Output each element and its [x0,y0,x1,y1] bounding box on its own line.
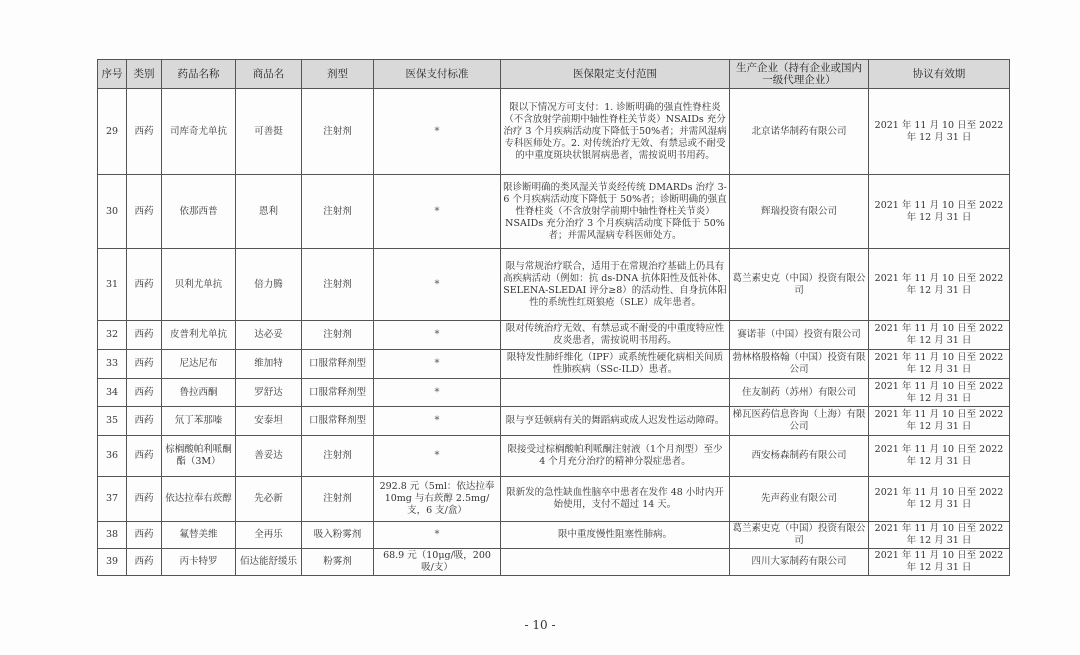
cell-brand-name: 全再乐 [236,522,302,549]
table-row [98,89,1010,175]
cell-dosage-form: 口服常释剂型 [302,407,374,436]
cell-generic-name: 依达拉奉右莰醇 [162,477,236,522]
cell-brand-name: 达必妥 [236,321,302,350]
cell-dosage-form: 注射剂 [302,175,374,249]
cell-brand-name: 安泰坦 [236,407,302,436]
cell-manufacturer: 辉瑞投资有限公司 [730,175,869,249]
cell-no: 32 [98,321,127,350]
cell-dosage-form: 口服常释剂型 [302,350,374,379]
cell-validity: 2021 年 11 月 10 日至 2022 年 12 月 31 日 [869,249,1010,321]
cell-manufacturer: 西安杨森制药有限公司 [730,436,869,477]
header-no: 序号 [98,60,127,89]
cell-payment-limit: 限接受过棕榈酸帕利哌酮注射液（1个月剂型）至少 4 个月充分治疗的精神分裂症患者。 [501,436,730,477]
cell-validity: 2021 年 11 月 10 日至 2022 年 12 月 31 日 [869,477,1010,522]
header-payment-limit: 医保限定支付范围 [501,60,730,89]
cell-category: 西药 [127,175,162,249]
cell-manufacturer: 葛兰素史克（中国）投资有限公司 [730,249,869,321]
cell-generic-name: 丙卡特罗 [162,549,236,576]
table-row [98,407,1010,436]
cell-category: 西药 [127,477,162,522]
cell-no: 36 [98,436,127,477]
table-row [98,350,1010,379]
cell-dosage-form: 注射剂 [302,477,374,522]
cell-no: 29 [98,89,127,175]
table-body [98,89,1010,576]
cell-payment-standard: * [374,436,501,477]
cell-dosage-form: 口服常释剂型 [302,379,374,407]
header-payment-standard: 医保支付标准 [374,60,501,89]
table-row [98,436,1010,477]
cell-validity: 2021 年 11 月 10 日至 2022 年 12 月 31 日 [869,89,1010,175]
cell-validity: 2021 年 11 月 10 日至 2022 年 12 月 31 日 [869,522,1010,549]
cell-payment-limit: 限以下情况方可支付：1. 诊断明确的强直性脊柱炎（不含放射学前期中轴性脊柱关节炎）NSAIDs 充分治疗 3 个月疾病活动度下降低于50%者；并需风湿病专科医师处方。2. 对传统治疗无效、有禁忌或不耐受的中重度斑块状银屑病患者，需按说明书用药。 [501,89,730,175]
cell-generic-name: 依那西普 [162,175,236,249]
cell-no: 35 [98,407,127,436]
cell-dosage-form: 粉雾剂 [302,549,374,576]
cell-payment-limit: 限诊断明确的类风湿关节炎经传统 DMARDs 治疗 3-6 个月疾病活动度下降低于 50%者；诊断明确的强直性脊柱炎（不含放射学前期中轴性脊柱关节炎）NSAIDs 充分治疗 3 个月疾病活动度下降低于 50%者；并需风湿病专科医师处方。 [501,175,730,249]
cell-validity: 2021 年 11 月 10 日至 2022 年 12 月 31 日 [869,549,1010,576]
cell-category: 西药 [127,407,162,436]
cell-brand-name: 先必新 [236,477,302,522]
cell-dosage-form: 注射剂 [302,89,374,175]
table-row [98,379,1010,407]
cell-category: 西药 [127,89,162,175]
cell-category: 西药 [127,549,162,576]
cell-dosage-form: 注射剂 [302,321,374,350]
cell-category: 西药 [127,350,162,379]
cell-generic-name: 棕榈酸帕利哌酮酯（3M） [162,436,236,477]
cell-no: 33 [98,350,127,379]
cell-manufacturer: 赛诺菲（中国）投资有限公司 [730,321,869,350]
cell-payment-standard: 292.8 元（5ml：依达拉奉 10mg 与右莰醇 2.5mg/支，6 支/盒） [374,477,501,522]
table-row [98,549,1010,576]
cell-category: 西药 [127,522,162,549]
cell-payment-standard: * [374,350,501,379]
cell-no: 30 [98,175,127,249]
cell-payment-standard: * [374,321,501,350]
cell-payment-standard: * [374,379,501,407]
cell-manufacturer: 葛兰素史克（中国）投资有限公司 [730,522,869,549]
header-brand-name: 商品名 [236,60,302,89]
cell-manufacturer: 北京诺华制药有限公司 [730,89,869,175]
header-category: 类别 [127,60,162,89]
header-dosage-form: 剂型 [302,60,374,89]
cell-no: 34 [98,379,127,407]
cell-category: 西药 [127,379,162,407]
cell-payment-standard: * [374,175,501,249]
header-row [98,60,1010,89]
cell-brand-name: 善妥达 [236,436,302,477]
cell-brand-name: 恩利 [236,175,302,249]
cell-manufacturer: 梯瓦医药信息咨询（上海）有限公司 [730,407,869,436]
cell-validity: 2021 年 11 月 10 日至 2022 年 12 月 31 日 [869,350,1010,379]
cell-payment-standard: * [374,407,501,436]
cell-dosage-form: 注射剂 [302,249,374,321]
table-row [98,522,1010,549]
cell-dosage-form: 注射剂 [302,436,374,477]
cell-payment-standard: * [374,89,501,175]
cell-payment-standard: * [374,249,501,321]
cell-generic-name: 尼达尼布 [162,350,236,379]
cell-payment-limit: 限与亨廷顿病有关的舞蹈病或成人迟发性运动障碍。 [501,407,730,436]
cell-brand-name: 可善挺 [236,89,302,175]
cell-category: 西药 [127,436,162,477]
cell-payment-limit: 限新发的急性缺血性脑卒中患者在发作 48 小时内开始使用，支付不超过 14 天。 [501,477,730,522]
cell-manufacturer: 四川大冢制药有限公司 [730,549,869,576]
cell-validity: 2021 年 11 月 10 日至 2022 年 12 月 31 日 [869,175,1010,249]
cell-payment-limit: 限与常规治疗联合，适用于在常规治疗基础上仍具有高疾病活动（例如：抗 ds-DNA 抗体阳性及低补体、SELENA-SLEDAI 评分≥8）的活动性、自身抗体阳性的系统性红斑狼疮（SLE）成年患者。 [501,249,730,321]
cell-payment-standard: 68.9 元（10μg/吸，200 吸/支） [374,549,501,576]
cell-no: 37 [98,477,127,522]
cell-no: 31 [98,249,127,321]
header-generic-name: 药品名称 [162,60,236,89]
cell-payment-standard: * [374,522,501,549]
cell-payment-limit [501,379,730,407]
cell-brand-name: 倍力腾 [236,249,302,321]
cell-validity: 2021 年 11 月 10 日至 2022 年 12 月 31 日 [869,321,1010,350]
cell-payment-limit: 限特发性肺纤维化（IPF）或系统性硬化病相关间质性肺疾病（SSc-ILD）患者。 [501,350,730,379]
cell-validity: 2021 年 11 月 10 日至 2022 年 12 月 31 日 [869,436,1010,477]
cell-validity: 2021 年 11 月 10 日至 2022 年 12 月 31 日 [869,407,1010,436]
cell-brand-name: 佰达能舒缓乐 [236,549,302,576]
cell-generic-name: 鲁拉西酮 [162,379,236,407]
cell-manufacturer: 住友制药（苏州）有限公司 [730,379,869,407]
cell-no: 39 [98,549,127,576]
cell-payment-limit [501,549,730,576]
cell-validity: 2021 年 11 月 10 日至 2022 年 12 月 31 日 [869,379,1010,407]
page-number: - 10 - [524,618,556,632]
cell-category: 西药 [127,321,162,350]
cell-category: 西药 [127,249,162,321]
cell-generic-name: 贝利尤单抗 [162,249,236,321]
cell-generic-name: 氘丁苯那嗪 [162,407,236,436]
table-row [98,249,1010,321]
cell-manufacturer: 勃林格殷格翰（中国）投资有限公司 [730,350,869,379]
cell-dosage-form: 吸入粉雾剂 [302,522,374,549]
cell-payment-limit: 限中重度慢性阻塞性肺病。 [501,522,730,549]
cell-generic-name: 皮普利尤单抗 [162,321,236,350]
header-validity: 协议有效期 [869,60,1010,89]
table-row [98,175,1010,249]
table-row [98,321,1010,350]
cell-generic-name: 氟替美维 [162,522,236,549]
cell-generic-name: 司库奇尤单抗 [162,89,236,175]
header-manufacturer: 生产企业（持有企业或国内一级代理企业） [730,60,869,89]
cell-manufacturer: 先声药业有限公司 [730,477,869,522]
cell-brand-name: 罗舒达 [236,379,302,407]
cell-payment-limit: 限对传统治疗无效、有禁忌或不耐受的中重度特应性皮炎患者，需按说明书用药。 [501,321,730,350]
cell-no: 38 [98,522,127,549]
cell-brand-name: 维加特 [236,350,302,379]
drug-table [97,59,1010,576]
table-row [98,477,1010,522]
